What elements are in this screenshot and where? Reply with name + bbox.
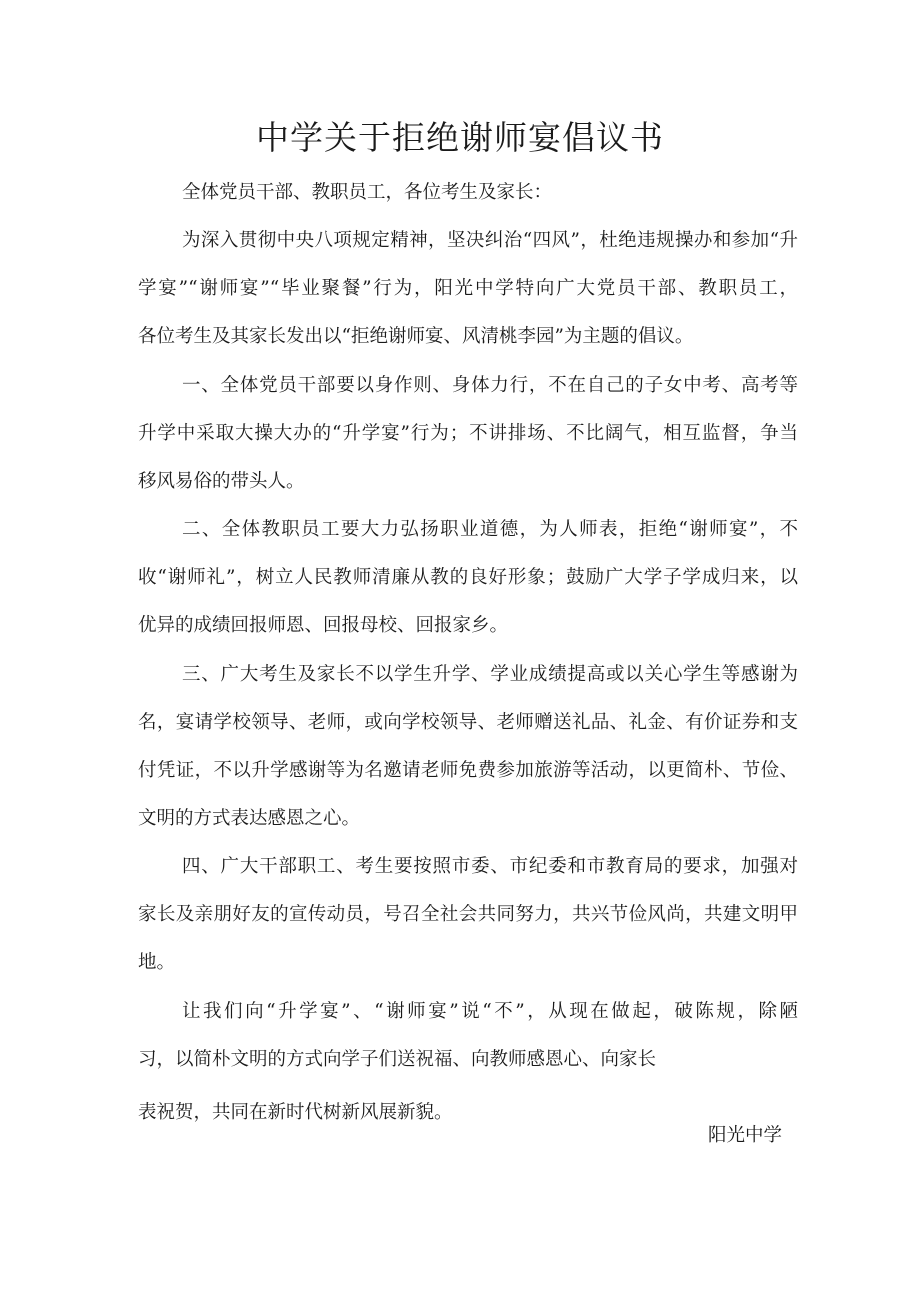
item-4-line-1: 四、广大干部职工、考生要按照市委、市纪委和市教育局的要求，加强对 xyxy=(182,856,798,877)
item-1-line-3: 移风易俗的带头人。 xyxy=(138,471,305,492)
item-3-line-4: 文明的方式表达感恩之心。 xyxy=(138,808,361,829)
intro-line-1: 为深入贯彻中央八项规定精神，坚决纠治“四风”，杜绝违规操办和参加“升 xyxy=(182,230,798,251)
salutation: 全体党员干部、教职员工，各位考生及家长： xyxy=(182,182,553,203)
item-3-line-3: 付凭证，不以升学感谢等为名邀请老师免费参加旅游等活动，以更简朴、节俭、 xyxy=(138,760,798,781)
item-1-line-2: 升学中采取大操大办的“升学宴”行为；不讲排场、不比阔气，相互监督，争当 xyxy=(138,423,798,444)
item-4-line-3: 地。 xyxy=(138,952,176,973)
item-3-line-2: 名，宴请学校领导、老师，或向学校领导、老师赠送礼品、礼金、有价证券和支 xyxy=(138,712,798,733)
intro-line-2: 学宴”“谢师宴”“毕业聚餐”行为，阳光中学特向广大党员干部、教职员工， xyxy=(138,278,798,299)
item-4-line-2: 家长及亲朋好友的宣传动员，号召全社会共同努力，共兴节俭风尚，共建文明甲 xyxy=(138,904,798,925)
closing-line-3: 表祝贺，共同在新时代树新风展新貌。 xyxy=(138,1102,453,1123)
item-1-line-1: 一、全体党员干部要以身作则、身体力行，不在自己的子女中考、高考等 xyxy=(182,375,798,396)
closing-line-2: 习，以简朴文明的方式向学子们送祝福、向教师感恩心、向家长 xyxy=(138,1049,657,1070)
item-2-line-2: 收“谢师礼”，树立人民教师清廉从教的良好形象；鼓励广大学子学成归来，以 xyxy=(138,567,798,588)
item-3-line-1: 三、广大考生及家长不以学生升学、学业成绩提高或以关心学生等感谢为 xyxy=(182,664,798,685)
closing-line-1: 让我们向“升学宴”、“谢师宴”说“不”，从现在做起，破陈规，除陋 xyxy=(182,1001,798,1022)
signature: 阳光中学 xyxy=(707,1125,782,1146)
document-title: 中学关于拒绝谢师宴倡议书 xyxy=(256,118,664,157)
intro-line-3: 各位考生及其家长发出以“拒绝谢师宴、风清桃李园”为主题的倡议。 xyxy=(138,326,694,347)
item-2-line-3: 优异的成绩回报师恩、回报母校、回报家乡。 xyxy=(138,615,509,636)
item-2-line-1: 二、全体教职员工要大力弘扬职业道德，为人师表，拒绝“谢师宴”，不 xyxy=(182,519,798,540)
